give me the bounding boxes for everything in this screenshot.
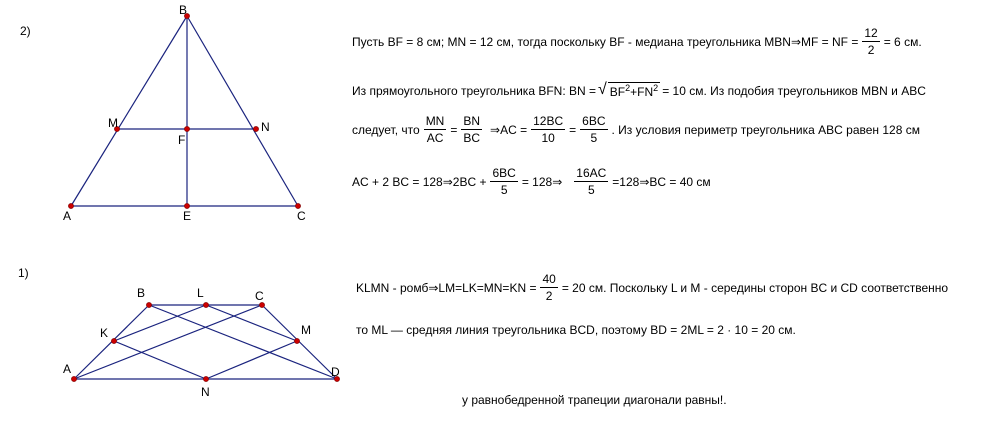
trapezoid-label-n: N [201, 385, 210, 399]
p2-l1-pre: Пусть BF = 8 см; MN = 12 см, тогда поскольку BF - медиана треугольника MBN [352, 34, 791, 49]
p1-l1-post: = 20 см. Поскольку L и M - середины сторон BC и CD соответственно [561, 280, 949, 295]
radicand-term-b: +FN [630, 85, 654, 99]
triangle-label-m: M [108, 116, 118, 130]
trapezoid-segment-nk [114, 341, 206, 379]
fraction-mn-over-ac [424, 114, 447, 145]
p1-line-1 [356, 272, 948, 303]
p2-l4-c: = 128 [521, 174, 553, 189]
triangle-segment-bc [187, 16, 298, 206]
triangle-label-c: C [297, 209, 306, 223]
p2-l2-pre: Из прямоугольного треугольника BFN: BN = [352, 83, 597, 98]
fraction-bn-over-bc [461, 114, 482, 145]
fraction-numerator: 6BC [492, 166, 516, 180]
fraction-6bc-over-5 [490, 166, 517, 197]
trapezoid-point-m [294, 338, 299, 343]
trapezoid-label-l: L [197, 286, 204, 300]
p2-l3-post: . Из условия периметр треугольника ABC равен 128 см [611, 122, 920, 137]
triangle-label-e: E [183, 209, 192, 223]
p1-line-3: у равнобедренной трапеции диагонали равны!. [462, 393, 727, 407]
square-root-expression [598, 82, 660, 99]
fraction-denominator: BC [463, 131, 481, 145]
fraction-denominator: 2 [545, 289, 553, 303]
triangle-point-c [295, 203, 300, 208]
fraction-numerator: 40 [542, 272, 556, 286]
triangle-label-n: N [261, 120, 270, 134]
p2-l1-mid: MF = NF = [801, 34, 859, 49]
implies-arrow: ⇒ [442, 174, 453, 189]
trapezoid-segment-bd [149, 305, 337, 379]
fraction-denominator: 5 [500, 183, 508, 197]
fraction-numerator: 12 [864, 26, 878, 40]
p2-line-2 [352, 82, 926, 99]
fraction-denominator: 5 [590, 131, 598, 145]
triangle-point-e [184, 203, 189, 208]
p2-line-4 [352, 166, 711, 197]
p2-l3-mid: AC = [500, 122, 528, 137]
trapezoid-figure [63, 286, 340, 399]
p2-l1-post: = 6 см. [883, 34, 922, 49]
trapezoid-point-a [71, 376, 76, 381]
triangle-label-f: F [178, 133, 186, 147]
triangle-label-b: B [179, 3, 188, 17]
radicand-term-a: BF [609, 85, 626, 99]
trapezoid-segment-kl [114, 305, 206, 341]
trapezoid-label-c: C [255, 289, 264, 303]
trapezoid-label-b: B [137, 286, 146, 300]
fraction-numerator: 16AC [576, 166, 607, 180]
fraction-numerator: 6BC [582, 114, 606, 128]
implies-arrow: ⇒ [639, 174, 650, 189]
trapezoid-label-a: A [63, 362, 72, 376]
triangle-point-n [253, 126, 258, 131]
fraction-6bc-over-5 [580, 114, 607, 145]
fraction-denominator: 10 [541, 131, 555, 145]
p2-line-3 [352, 114, 920, 145]
exponent-a: 2 [625, 83, 631, 93]
equals-sign: = [569, 122, 577, 137]
implies-arrow: ⇒ [790, 34, 802, 49]
fraction-16ac-over-5 [574, 166, 608, 197]
exponent-b: 2 [653, 83, 659, 93]
trapezoid-label-m: M [301, 323, 311, 337]
trapezoid-segment-lm [206, 305, 297, 341]
p2-l3-pre: следует, что [352, 122, 420, 137]
fraction-denominator: 5 [587, 183, 595, 197]
p2-l4-a: AC + 2 BC = 128 [352, 174, 443, 189]
implies-arrow: ⇒ [552, 174, 563, 189]
fraction-12bc-over-10 [531, 114, 565, 145]
problem-1-number: 1) [18, 266, 29, 280]
p2-line-1 [352, 26, 922, 57]
p1-l1-mid: LM=LK=MN=KN = [438, 280, 537, 295]
p2-l4-b: 2BC + [452, 174, 487, 189]
triangle-point-a [68, 203, 73, 208]
trapezoid-segment-mn [206, 341, 297, 379]
problem-2-number: 2) [20, 24, 31, 38]
triangle-label-a: A [63, 209, 72, 223]
p2-l4-e: BC = 40 см [649, 174, 711, 189]
trapezoid-point-n [203, 376, 208, 381]
radical-sign-icon: √ [598, 81, 607, 98]
fraction-denominator: 2 [867, 43, 875, 57]
fraction-40-over-2 [540, 272, 557, 303]
trapezoid-label-k: K [100, 326, 109, 340]
fraction-numerator: MN [425, 114, 445, 128]
trapezoid-point-k [111, 338, 116, 343]
fraction-numerator: 12BC [533, 114, 564, 128]
triangle-figure [63, 3, 306, 223]
trapezoid-point-b [146, 302, 151, 307]
implies-arrow: ⇒ [490, 122, 501, 137]
fraction-12-over-2 [862, 26, 879, 57]
equals-sign: = [450, 122, 458, 137]
radicand [608, 82, 660, 99]
p2-l4-d: =128 [612, 174, 640, 189]
p1-line-2: то ML — средняя линия треугольника BCD, поэтому BD = 2ML = 2 · 10 = 20 см. [356, 323, 796, 337]
triangle-point-f [184, 126, 189, 131]
trapezoid-point-c [259, 302, 264, 307]
implies-arrow: ⇒ [428, 280, 439, 295]
trapezoid-label-d: D [331, 365, 340, 379]
p2-l2-post: = 10 см. Из подобия треугольников MBN и ABC [662, 83, 926, 98]
trapezoid-point-l [203, 302, 208, 307]
fraction-numerator: BN [463, 114, 481, 128]
p1-l1-pre: KLMN - ромб [356, 280, 429, 295]
triangle-segment-ab [71, 16, 187, 206]
fraction-denominator: AC [426, 131, 444, 145]
